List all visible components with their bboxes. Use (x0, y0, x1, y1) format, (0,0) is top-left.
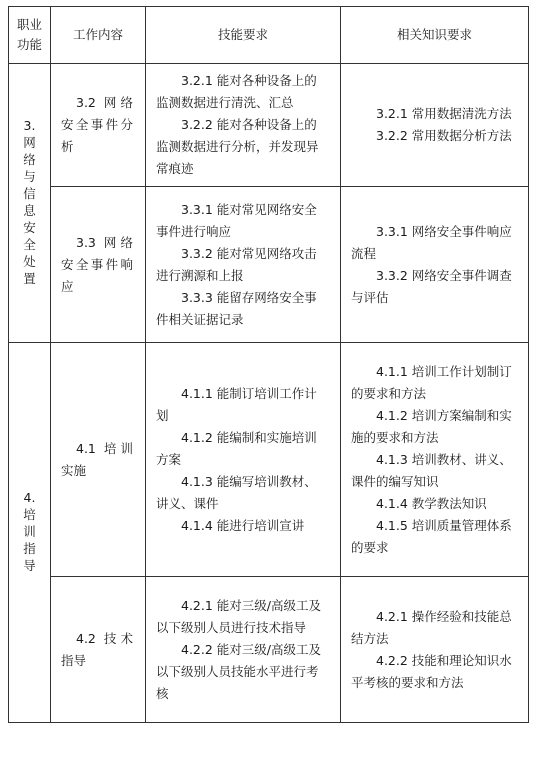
skill-item: 3.3.1 能对常见网络安全事件进行响应 (156, 201, 317, 239)
work-content-cell: 3.2 网络安全事件分析 (51, 64, 146, 187)
knowledge-item: 4.1.4 教学教法知识 (376, 495, 487, 511)
knowledge-item: 4.2.1 操作经验和技能总结方法 (351, 608, 512, 646)
knowledge-item: 4.1.5 培训质量管理体系的要求 (351, 517, 512, 555)
skill-item: 4.2.1 能对三级/高级工及以下级别人员进行技术指导 (156, 597, 321, 635)
knowledge-item: 4.1.2 培训方案编制和实施的要求和方法 (351, 407, 512, 445)
skill-item: 3.3.3 能留存网络安全事件相关证据记录 (156, 289, 317, 327)
knowledge-item: 4.1.3 培训教材、讲义、课件的编写知识 (351, 451, 512, 489)
work-content-cell: 4.2 技术指导 (51, 577, 146, 723)
knowledge-cell (341, 187, 529, 343)
header-content: 工作内容 (51, 7, 146, 64)
table-row (9, 577, 529, 723)
skills-requirements-table (8, 6, 529, 723)
function-label: 3. 网络与信息安全处置 (23, 117, 36, 286)
function-label: 4. 培训指导 (23, 489, 36, 573)
table-row (9, 187, 529, 343)
table-row (9, 343, 529, 577)
knowledge-cell (341, 577, 529, 723)
header-skills: 技能要求 (146, 7, 341, 64)
knowledge-item: 3.2.1 常用数据清洗方法 (376, 106, 512, 121)
skill-item: 4.2.2 能对三级/高级工及以下级别人员技能水平进行考核 (156, 641, 321, 701)
knowledge-item: 3.2.2 常用数据分析方法 (376, 128, 512, 143)
skill-item: 4.1.4 能进行培训宣讲 (181, 517, 305, 533)
table-row (9, 64, 529, 187)
function-cell (9, 343, 51, 723)
knowledge-item: 4.2.2 技能和理论知识水平考核的要求和方法 (351, 652, 512, 690)
header-row (9, 7, 529, 64)
function-cell (9, 64, 51, 343)
header-function: 职业功能 (9, 7, 51, 64)
skill-item: 4.1.1 能制订培训工作计划 (156, 385, 317, 423)
skill-item: 3.3.2 能对常见网络攻击进行溯源和上报 (156, 245, 317, 283)
skills-cell (146, 64, 341, 187)
knowledge-item: 3.3.1 网络安全事件响应流程 (351, 223, 512, 261)
skills-cell (146, 343, 341, 577)
header-knowledge: 相关知识要求 (341, 7, 529, 64)
skill-item: 3.2.1 能对各种设备上的监测数据进行清洗、汇总 (156, 73, 317, 110)
knowledge-item: 3.3.2 网络安全事件调查与评估 (351, 267, 512, 305)
skill-item: 4.1.3 能编写培训教材、讲义、课件 (156, 473, 317, 511)
skills-cell (146, 577, 341, 723)
work-content-cell: 3.3 网络安全事件响应 (51, 187, 146, 343)
work-content-cell: 4.1 培训实施 (51, 343, 146, 577)
skill-item: 3.2.2 能对各种设备上的监测数据进行分析，并发现异常痕迹 (156, 117, 319, 176)
knowledge-item: 4.1.1 培训工作计划制订的要求和方法 (351, 363, 512, 401)
skills-cell (146, 187, 341, 343)
knowledge-cell (341, 343, 529, 577)
knowledge-cell (341, 64, 529, 187)
skill-item: 4.1.2 能编制和实施培训方案 (156, 429, 317, 467)
